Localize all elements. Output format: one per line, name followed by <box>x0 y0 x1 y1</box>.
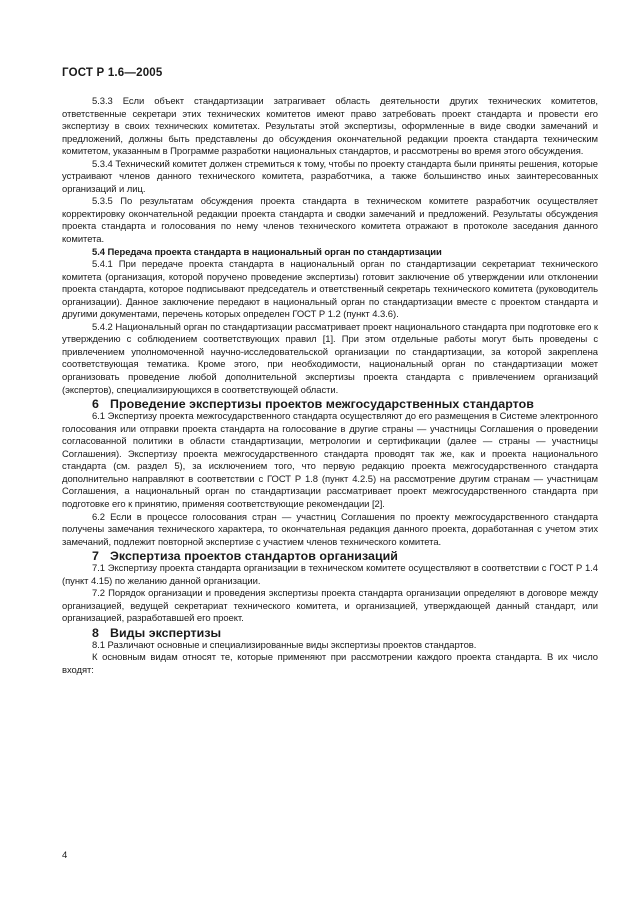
section-8-title: Виды экспертизы <box>110 625 222 640</box>
subsection-5-4-title: 5.4 Передача проекта стандарта в национальный орган по стандартизации <box>92 246 442 258</box>
paragraph-6-2: 6.2 Если в процессе голосования стран — участниц Соглашения по проекту межгосударственного стандарта получены замечания технического характера, то окончательная редакция данного проекта, доработанная с учетом этих замечаний, подлежит повторной экспертизе с участием членов технического комитета. <box>62 511 598 548</box>
section-8-number: 8 <box>92 625 99 640</box>
paragraph-5-3-4: 5.3.4 Технический комитет должен стремиться к тому, чтобы по проекту стандарта были приняты решения, которые устраивают членов данного технического комитета, разработчика, а также большинство иных заинтересованных организаций и лиц. <box>62 158 598 195</box>
paragraph-6-1: 6.1 Экспертизу проекта межгосударственного стандарта осуществляют до его размещения в Системе электронного голосования или отправки проекта стандарта на голосование в другие страны — участницы Соглашения о проведении согласованной политики в области стандартизации, метрологии и сертификации (далее — страны — участницы Соглашения). Экспертизу проекта межгосударственного стандарта проводят так же, как и проекта национального стандарта (см. раздел 5), за исключением того, что первую редакцию проекта межгосударственного стандарта дополнительно направляют в соответствии с ГОСТ Р 1.8 (пункт 4.2.5) на рассмотрение другим странам — участницам Соглашения, а национальный орган по стандартизации рассматривает проект межгосударственного стандарта при подготовке его к принятию, применяя соответствующие рекомендации [2]. <box>62 411 598 510</box>
paragraph-7-2: 7.2 Порядок организации и проведения экспертизы проекта стандарта организации определяют в договоре между организацией, ведущей секретариат технического комитета, и организацией, утверждающей данный стандарт, или организацией, разработавшей его проект. <box>62 588 598 625</box>
section-6-title: Проведение экспертизы проектов межгосударственных стандартов <box>110 397 534 412</box>
paragraph-5-4-2: 5.4.2 Национальный орган по стандартизации рассматривает проект национального стандарта при подготовке его к утверждению с соблюдением соответствующих правил [1]. При этом отдельные работы могут быть проведены с привлечением уполномоченной научно-исследовательской организации по стандартизации, за которой закреплена соответствующая тематика. Кроме этого, при необходимости, национальный орган по стандартизации может организовать проведение любой дополнительной экспертизы проекта стандарта с привлечением организаций (экспертов), специализирующихся в соответствующей области. <box>62 321 598 396</box>
paragraph-5-3-3: 5.3.3 Если объект стандартизации затрагивает область деятельности других технических комитетов, ответственные секретари этих технических комитетов имеют право затребовать проект стандарта и провести его экспертизу в своих технических комитетах. Результаты этой экспертизы, оформленные в виде сводки замечаний и предложений, должны быть представлены до обсуждения окончательной редакции проекта стандарта техническим комитетом, указанным в Программе разработки национальных стандартов, и рассмотрены во время этого обсуждения. <box>62 96 598 158</box>
section-6-number: 6 <box>92 397 99 412</box>
section-6-heading <box>62 397 598 411</box>
section-7-number: 7 <box>92 549 99 564</box>
section-7-title: Экспертиза проектов стандартов организаций <box>110 549 398 564</box>
paragraph-8-1: 8.1 Различают основные и специализированные виды экспертизы проектов стандартов. <box>92 639 477 651</box>
section-8-heading <box>62 626 598 640</box>
document-code-header: ГОСТ Р 1.6—2005 <box>62 67 163 79</box>
paragraph-5-3-5: 5.3.5 По результатам обсуждения проекта стандарта в техническом комитете разработчик осуществляет корректировку окончательной редакции проекта стандарта и сводки замечаний и предложений. Результаты обсуждения проекта стандарта и голосования по нему членов технического комитета отражают в протоколе заседания данного комитета. <box>62 196 598 246</box>
paragraph-8-1-continued: К основным видам относят те, которые применяют при рассмотрении каждого проекта стандарта. В их число входят: <box>62 652 598 676</box>
paragraph-7-1: 7.1 Экспертизу проекта стандарта организации в техническом комитете осуществляют в соответствии с ГОСТ Р 1.4 (пункт 4.15) по желанию данной организации. <box>62 563 598 587</box>
page-body <box>62 96 598 678</box>
section-7-heading <box>62 549 598 563</box>
page-number: 4 <box>62 850 68 861</box>
paragraph-5-4-1: 5.4.1 При передаче проекта стандарта в национальный орган по стандартизации секретариат технического комитета (организация, которой поручено проведение экспертизы) готовит заключение об утверждении или отклонении проекта стандарта, которое подписывают председатель и ответственный секретарь технического комитета (руководитель организации). Данное заключение передают в национальный орган по стандартизации вместе с проектом стандарта и другими документами, перечень которых определен ГОСТ Р 1.2 (пункт 4.3.6). <box>62 259 598 321</box>
